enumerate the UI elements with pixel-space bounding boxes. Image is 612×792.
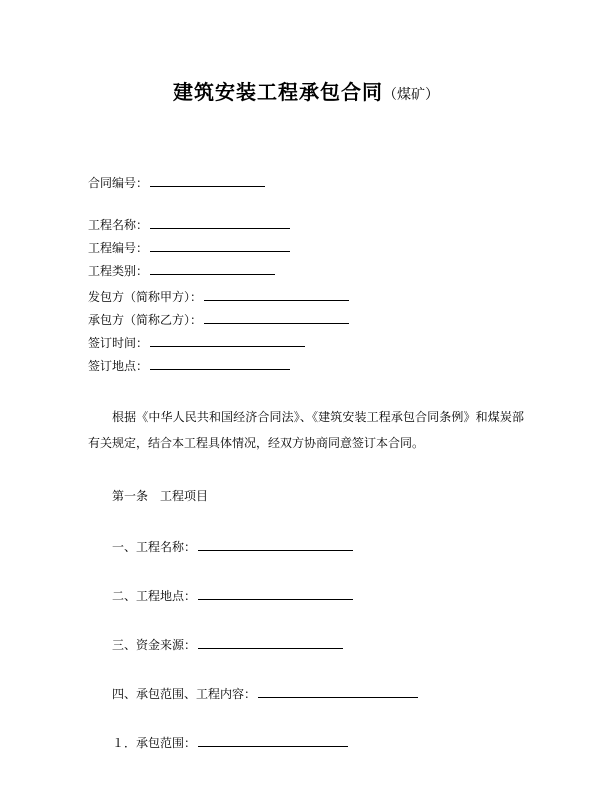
field-project-category-label: 工程类别： [88, 264, 149, 278]
field-project-number [88, 237, 524, 260]
item-contract-scope-blank [258, 686, 418, 698]
field-contract-number-blank [150, 175, 265, 187]
header-fields [88, 172, 524, 378]
item-project-name [88, 539, 524, 554]
field-signing-place-label: 签订地点： [88, 359, 149, 373]
field-party-a-blank [204, 289, 349, 301]
item-scope-detail-blank [198, 735, 348, 747]
field-project-number-blank [150, 240, 290, 252]
item-scope-detail [88, 735, 524, 750]
intro-paragraph: 根据《中华人民共和国经济合同法》、《建筑安装工程承包合同条例》和煤炭部有关规定，结合本工程具体情况，经双方协商同意签订本合同。 [88, 410, 524, 450]
field-project-number-label: 工程编号： [88, 241, 149, 255]
item-project-name-blank [198, 539, 353, 551]
field-signing-place-blank [150, 358, 290, 370]
section-one-items [88, 539, 524, 750]
field-project-name [88, 214, 524, 237]
title-suffix-text: （煤矿） [383, 88, 439, 103]
field-signing-place [88, 355, 524, 378]
item-funding-source [88, 637, 524, 652]
field-project-name-blank [150, 217, 290, 229]
item-project-location-label: 二、工程地点： [112, 589, 197, 603]
title-main-text: 建筑安装工程承包合同 [173, 82, 383, 104]
field-party-b-blank [204, 312, 349, 324]
document-title [88, 74, 524, 110]
field-signing-time-blank [150, 335, 305, 347]
item-project-location-blank [198, 588, 353, 600]
field-party-b [88, 309, 524, 332]
field-party-a [88, 286, 524, 309]
item-contract-scope [88, 686, 524, 701]
field-project-name-label: 工程名称： [88, 218, 149, 232]
item-scope-detail-label: １．承包范围： [112, 736, 197, 750]
field-contract-number-label: 合同编号： [88, 176, 149, 190]
item-funding-source-blank [198, 637, 343, 649]
section-one-heading: 第一条 工程项目 [112, 489, 209, 503]
field-contract-number [88, 172, 524, 195]
item-funding-source-label: 三、资金来源： [112, 638, 197, 652]
field-project-category [88, 260, 524, 283]
field-party-a-label: 发包方（简称甲方）： [88, 290, 203, 304]
field-party-b-label: 承包方（简称乙方）： [88, 313, 203, 327]
field-signing-time-label: 签订时间： [88, 336, 149, 350]
field-signing-time [88, 332, 524, 355]
item-project-name-label: 一、工程名称： [112, 540, 197, 554]
field-project-category-blank [150, 263, 275, 275]
item-contract-scope-label: 四、承包范围、工程内容： [112, 687, 257, 701]
item-project-location [88, 588, 524, 603]
